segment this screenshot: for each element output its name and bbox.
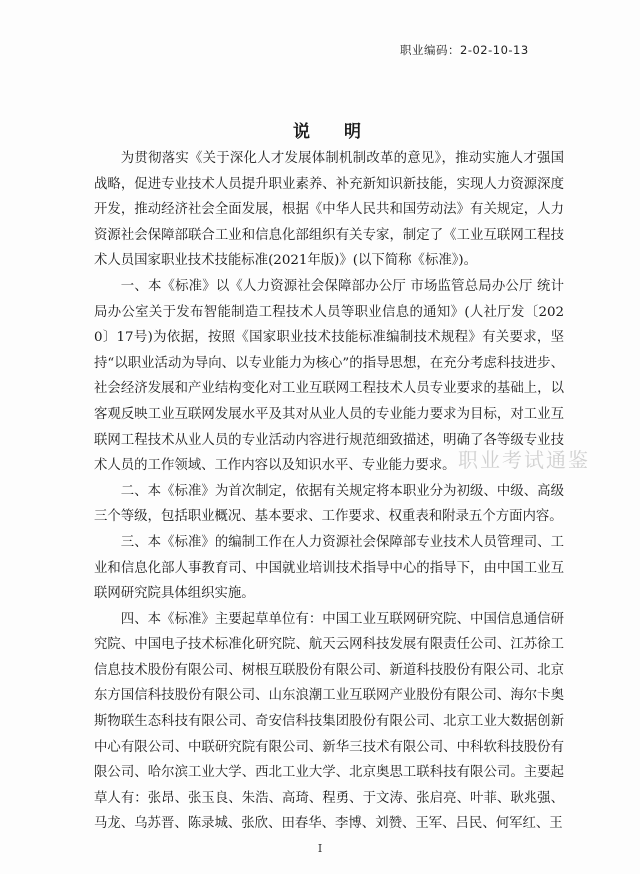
page-title: 说 明: [293, 122, 375, 142]
page-number: I: [317, 842, 323, 855]
paragraph-2: 二、本《标准》为首次制定，依据有关规定将本职业分为初级、中级、高级三个等级，包括职业概况、基本要求、工作要求、权重表和附录五个方面内容。: [94, 483, 564, 525]
body-text: [94, 146, 564, 837]
paragraph-1: 一、本《标准》以《人力资源社会保障部办公厅 市场监管总局办公厅 统计局办公室关于发布智能制造工程技术人员等职业信息的通知》(人社厅发〔2020〕17号)为依据，按照《国家职业技术技能标准编制技术规程》有关要求，坚持“以职业活动为导向、以专业能力为核心”的指导思想，在充分考虑科技进步、社会经济发展和产业结构变化对工业互联网工程技术人员专业要求的基础上，以客观反映工业互联网发展水平及其对从业人员的专业能力要求为目标，对工业互联网工程技术从业人员的专业活动内容进行规范细致描述，明确了各等级专业技术人员的工作领域、工作内容以及知识水平、专业能力要求。: [94, 278, 564, 474]
paragraph-intro: 为贯彻落实《关于深化人才发展体制机制改革的意见》，推动实施人才强国战略，促进专业技术人员提升职业素养、补充新知识新技能，实现人力资源深度开发，推动经济社会全面发展，根据《中华人民共和国劳动法》有关规定，人力资源社会保障部联合工业和信息化部组织有关专家，制定了《工业互联网工程技术人员国家职业技术技能标准(2021年版)》(以下简称《标准》)。: [94, 151, 564, 269]
watermark: 职业考试通鉴: [458, 448, 590, 472]
paragraph-3: 三、本《标准》的编制工作在人力资源社会保障部专业技术人员管理司、工业和信息化部人事教育司、中国就业培训技术指导中心的指导下，由中国工业互联网研究院具体组织实施。: [94, 534, 564, 602]
job-code: 职业编码：2-02-10-13: [400, 43, 529, 57]
paragraph-4: 四、本《标准》主要起草单位有：中国工业互联网研究院、中国信息通信研究院、中国电子技术标准化研究院、航天云网科技发展有限责任公司、江苏徐工信息技术股份有限公司、树根互联股份有限公司、新道科技股份有限公司、北京东方国信科技股份有限公司、山东浪潮工业互联网产业股份有限公司、海尔卡奥斯物联生态科技有限公司、奇安信科技集团股份有限公司、北京工业大数据创新中心有限公司、中联研究院有限公司、新华三技术有限公司、中科软科技股份有限公司、哈尔滨工业大学、西北工业大学、北京奥思工联科技有限公司。主要起草人有：张昂、张玉良、朱浩、高琦、程勇、于文涛、张启亮、叶菲、耿兆强、马龙、乌苏晋、陈录城、张欣、田春华、李博、刘赞、王军、吕民、何军红、王: [94, 611, 564, 832]
